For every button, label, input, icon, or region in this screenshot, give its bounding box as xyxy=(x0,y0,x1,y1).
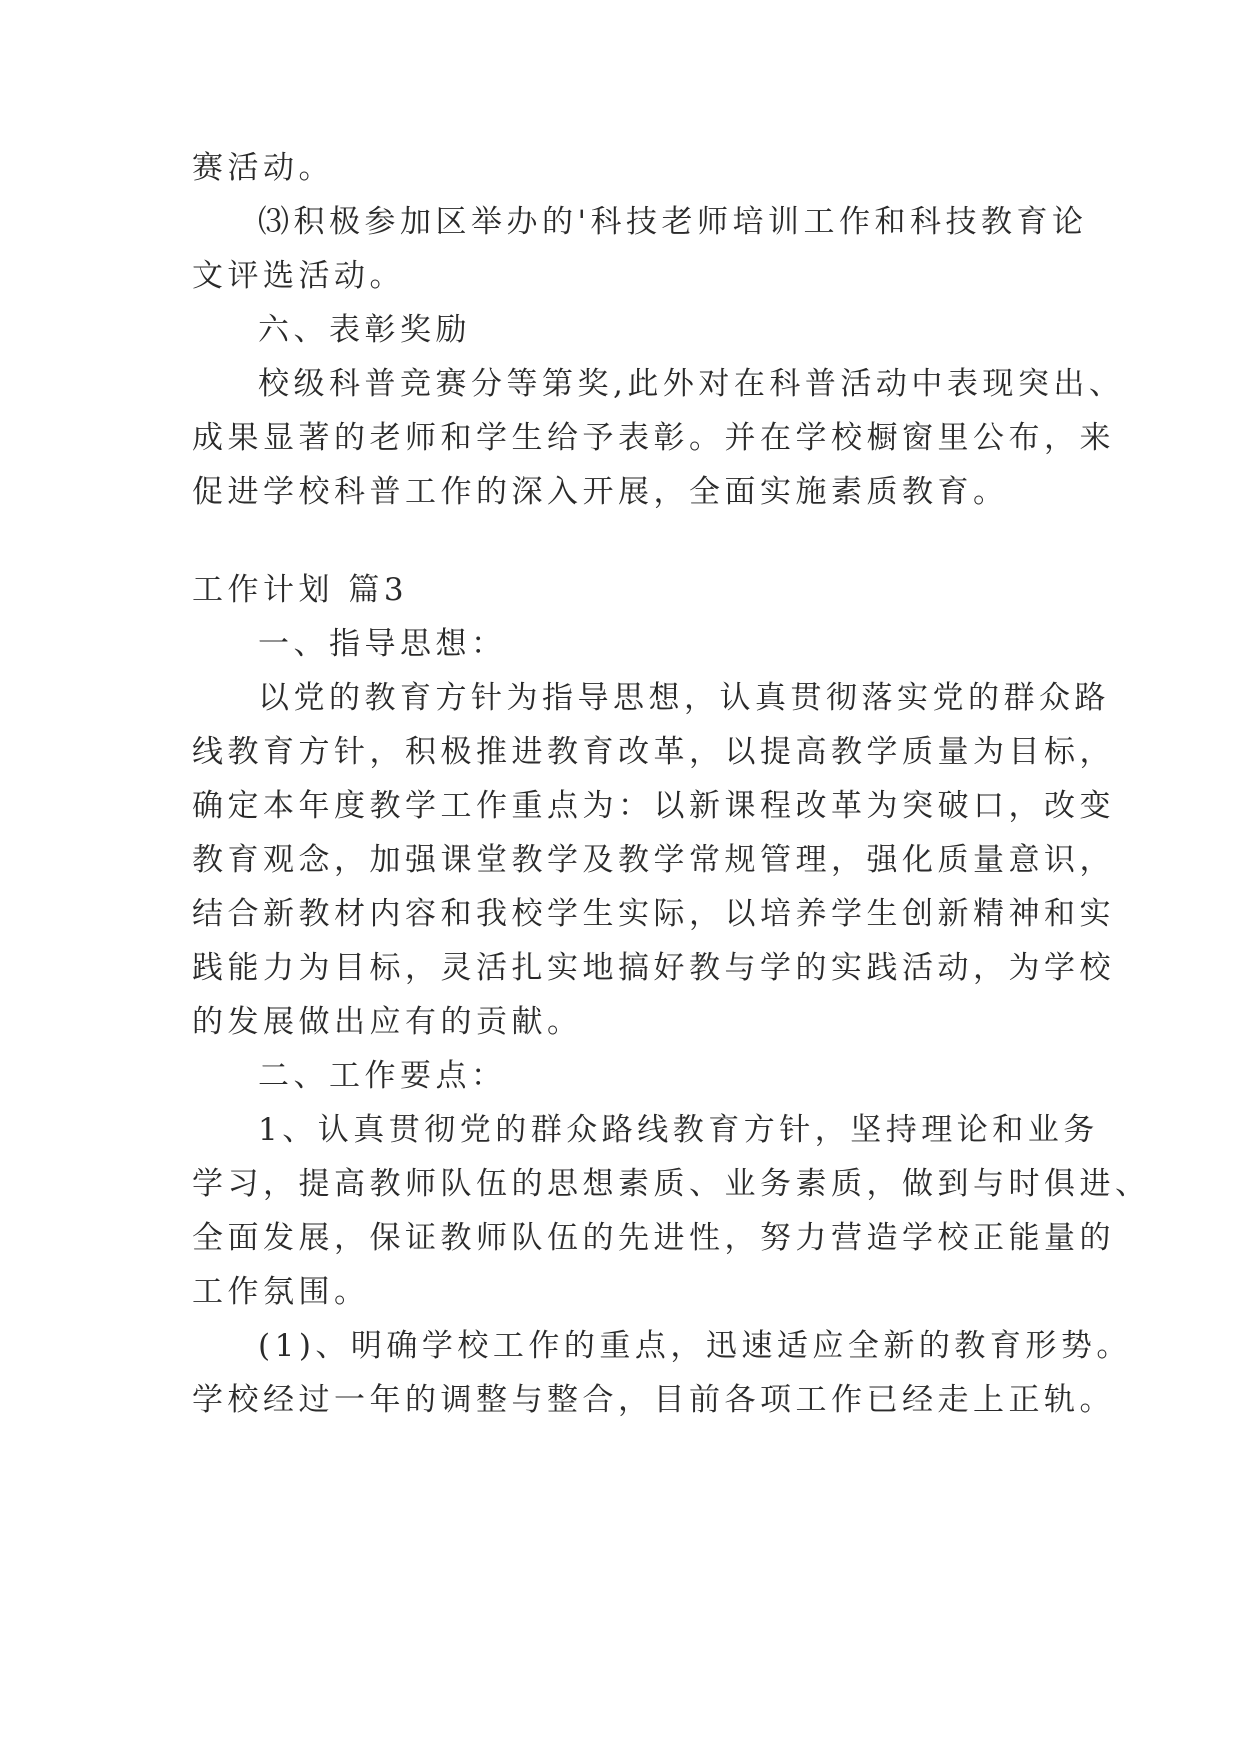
text-line: 学校经过一年的调整与整合，目前各项工作已经走上正轨。 xyxy=(192,1382,1115,1418)
text-line: 全面发展，保证教师队伍的先进性，努力营造学校正能量的 xyxy=(192,1220,1115,1256)
text-line: 教育观念，加强课堂教学及教学常规管理，强化质量意识， xyxy=(192,842,1115,878)
text-line: 工作氛围。 xyxy=(192,1274,370,1310)
text-line: 确定本年度教学工作重点为：以新课程改革为突破口，改变 xyxy=(192,788,1115,824)
text-line: 赛活动。 xyxy=(192,150,334,186)
text-line: 结合新教材内容和我校学生实际，以培养学生创新精神和实 xyxy=(192,896,1115,932)
section-heading: 一、指导思想： xyxy=(258,626,507,662)
text-line: 以党的教育方针为指导思想，认真贯彻落实党的群众路 xyxy=(258,680,1110,716)
text-line: 践能力为目标，灵活扎实地搞好教与学的实践活动，为学校 xyxy=(192,950,1115,986)
text-line: 促进学校科普工作的深入开展，全面实施素质教育。 xyxy=(192,474,1009,510)
text-line: 1、认真贯彻党的群众路线教育方针，坚持理论和业务 xyxy=(258,1112,1099,1148)
text-line: (1)、明确学校工作的重点，迅速适应全新的教育形势。 xyxy=(258,1328,1132,1364)
section-heading: 二、工作要点： xyxy=(258,1058,507,1094)
article-title: 工作计划 篇3 xyxy=(192,572,409,608)
text-line: 的发展做出应有的贡献。 xyxy=(192,1004,583,1040)
text-line: 成果显著的老师和学生给予表彰。并在学校橱窗里公布，来 xyxy=(192,420,1115,456)
text-line: ⑶积极参加区举办的'科技老师培训工作和科技教育论 xyxy=(258,204,1088,240)
text-line: 文评选活动。 xyxy=(192,258,405,294)
text-line: 线教育方针，积极推进教育改革，以提高教学质量为目标， xyxy=(192,734,1115,770)
text-line: 校级科普竞赛分等第奖,此外对在科普活动中表现突出、 xyxy=(258,366,1125,402)
text-line: 学习，提高教师队伍的思想素质、业务素质，做到与时俱进、 xyxy=(192,1166,1151,1202)
section-heading: 六、表彰奖励 xyxy=(258,312,471,348)
